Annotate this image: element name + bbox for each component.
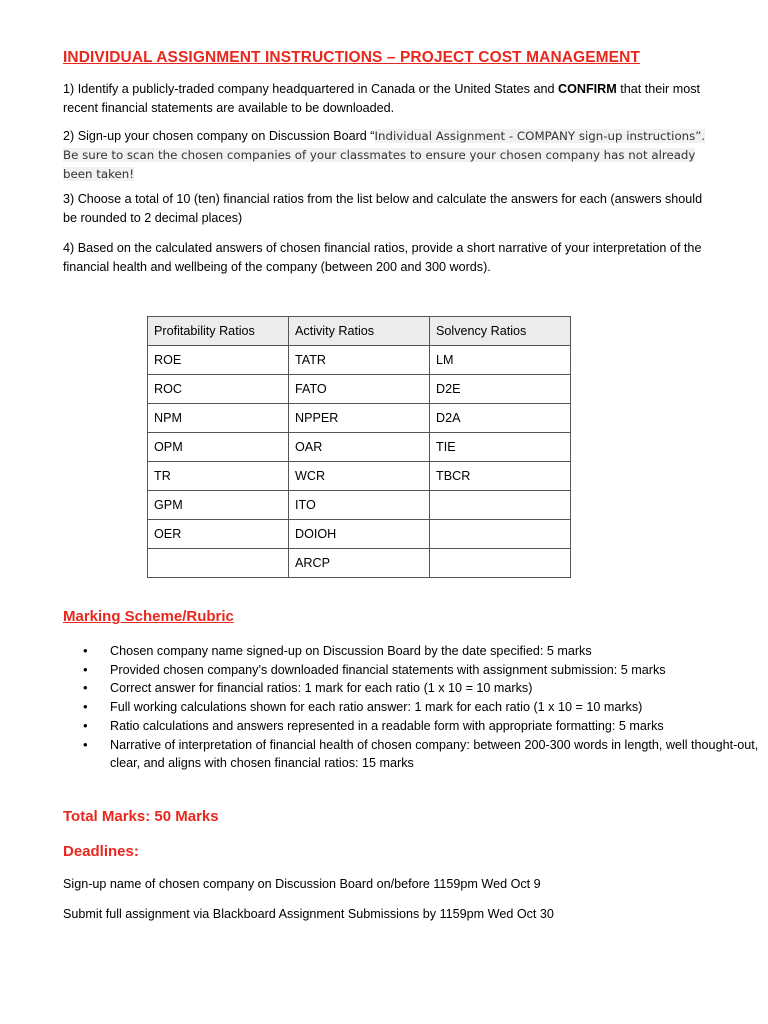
step-1-text-end: that their most recent financial statements are available to be downloaded. <box>63 82 701 115</box>
table-cell <box>430 520 571 549</box>
step-1-emphasis: CONFIRM <box>557 82 617 96</box>
table-cell: OER <box>148 520 289 549</box>
deadline-signup: Sign-up name of chosen company on Discussion Board on/before 1159pm Wed Oct 9 <box>63 877 541 891</box>
header-solvency: Solvency Ratios <box>430 317 571 346</box>
list-item: • Full working calculations shown for each ratio answer: 1 mark for each ratio (1 x 10 = 10 marks) <box>110 698 760 717</box>
table-cell: TATR <box>289 346 430 375</box>
step-3: 3) Choose a total of 10 (ten) financial ratios from the list below and calculate the answers for each (answers should be rounded to 2 decimal places) <box>63 192 703 225</box>
list-item: • Narrative of interpretation of financial health of chosen company: between 200-300 words in length, well thought-out, clear, and aligns with chosen financial ratios: 15 marks <box>110 736 760 773</box>
step-1-text: 1) Identify a publicly-traded company headquartered in Canada or the United States and <box>63 82 558 96</box>
step-1 <box>63 80 713 118</box>
table-cell: LM <box>430 346 571 375</box>
table-cell: OPM <box>148 433 289 462</box>
table-cell <box>430 549 571 578</box>
table-row <box>148 491 571 520</box>
table-row <box>148 433 571 462</box>
step-4: 4) Based on the calculated answers of chosen financial ratios, provide a short narrative of your interpretation of the financial health and wellbeing of the company (between 200 and 300 words). <box>63 241 702 274</box>
table-header-row <box>148 317 571 346</box>
table-cell: TR <box>148 462 289 491</box>
step-2-quoted: Individual Assignment - COMPANY sign-up instructions”. Be sure to scan the chosen companies of your classmates to ensure your chosen company has not already been taken! <box>63 129 706 181</box>
table-row <box>148 549 571 578</box>
table-cell: ITO <box>289 491 430 520</box>
list-item: • Correct answer for financial ratios: 1 mark for each ratio (1 x 10 = 10 marks) <box>110 679 760 698</box>
table-cell: GPM <box>148 491 289 520</box>
table-row <box>148 520 571 549</box>
table-cell <box>148 549 289 578</box>
page-title: INDIVIDUAL ASSIGNMENT INSTRUCTIONS – PROJECT COST MANAGEMENT <box>63 49 640 66</box>
table-cell: D2E <box>430 375 571 404</box>
table-cell: ROC <box>148 375 289 404</box>
table-cell: D2A <box>430 404 571 433</box>
list-item: • Provided chosen company’s downloaded financial statements with assignment submission: 5 marks <box>110 661 760 680</box>
deadlines-heading: Deadlines: <box>63 843 139 860</box>
table-cell: FATO <box>289 375 430 404</box>
step-2-text: 2) Sign-up your chosen company on Discussion Board “ <box>63 129 375 143</box>
table-cell: ROE <box>148 346 289 375</box>
deadline-submit: Submit full assignment via Blackboard Assignment Submissions by 1159pm Wed Oct 30 <box>63 907 554 921</box>
table-cell: TBCR <box>430 462 571 491</box>
table-cell: WCR <box>289 462 430 491</box>
ratios-table <box>147 316 571 578</box>
rubric-list <box>63 642 760 773</box>
header-activity: Activity Ratios <box>289 317 430 346</box>
step-2 <box>63 127 713 184</box>
table-cell: ARCP <box>289 549 430 578</box>
table-row <box>148 375 571 404</box>
rubric-heading: Marking Scheme/Rubric <box>63 608 234 625</box>
list-item: • Chosen company name signed-up on Discussion Board by the date specified: 5 marks <box>110 642 760 661</box>
table-row <box>148 462 571 491</box>
table-cell: OAR <box>289 433 430 462</box>
table-cell <box>430 491 571 520</box>
header-profitability: Profitability Ratios <box>148 317 289 346</box>
table-row <box>148 404 571 433</box>
table-row <box>148 346 571 375</box>
table-cell: DOIOH <box>289 520 430 549</box>
table-cell: NPPER <box>289 404 430 433</box>
list-item: • Ratio calculations and answers represented in a readable form with appropriate formatting: 5 marks <box>110 717 760 736</box>
table-cell: NPM <box>148 404 289 433</box>
table-cell: TIE <box>430 433 571 462</box>
total-marks: Total Marks: 50 Marks <box>63 808 219 825</box>
